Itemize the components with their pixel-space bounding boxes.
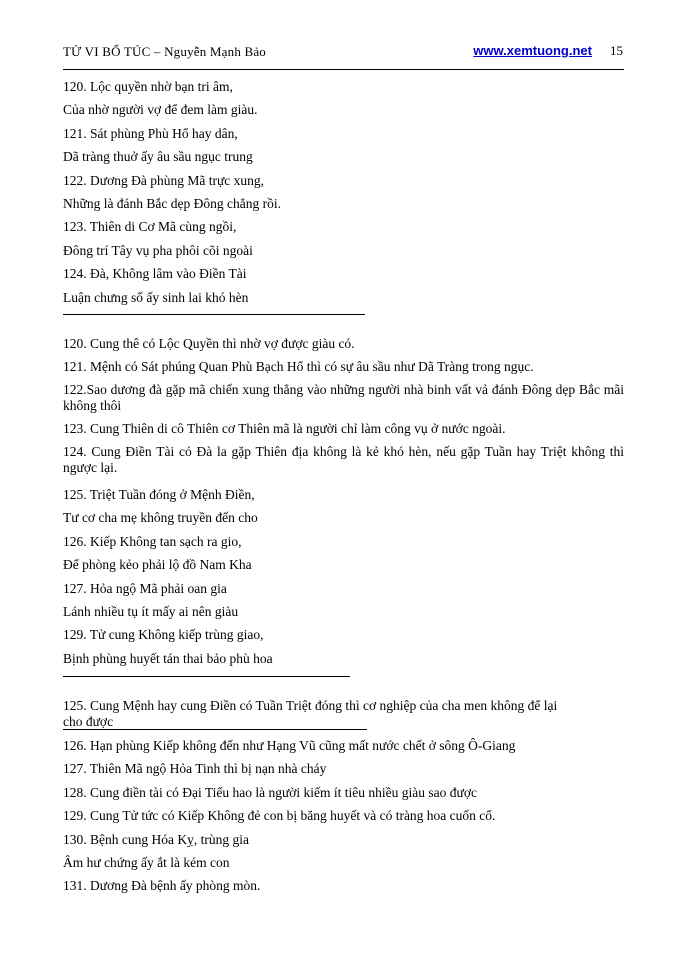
- verse-line: 126. Kiếp Không tan sạch ra gio,: [63, 533, 242, 549]
- verse-line: 130. Bệnh cung Hóa Kỵ, trùng gia: [63, 831, 249, 847]
- explanation-line: 123. Cung Thiên di cô Thiên cơ Thiên mã là người chỉ làm công vụ ở nước ngoài.: [63, 421, 506, 436]
- section-rule: [63, 676, 350, 677]
- explanation-line: 121. Mệnh có Sát phúng Quan Phù Bạch Hổ thì có sự âu sầu như Dã Tràng trong ngục.: [63, 359, 534, 374]
- explanation-line: 128. Cung điền tài có Đại Tiểu hao là người kiếm ít tiêu nhiều giàu sao được: [63, 784, 477, 800]
- verse-line: 121. Sát phùng Phù Hổ hay dân,: [63, 125, 238, 141]
- verse-line: Tư cơ cha mẹ không truyền đến cho: [63, 510, 258, 526]
- underline-rule: [63, 729, 367, 730]
- website-link[interactable]: www.xemtuong.net: [473, 43, 592, 58]
- verse-line: 120. Lộc quyền nhờ bạn tri âm,: [63, 79, 233, 94]
- explanation-line: 127. Thiên Mã ngộ Hỏa Tinh thì bị nạn nhà cháy: [63, 761, 327, 777]
- section-rule: [63, 314, 365, 315]
- verse-line: 123. Thiên di Cơ Mã cùng ngồi,: [63, 219, 237, 235]
- explanation-line: [63, 714, 624, 730]
- verse-block-2: [63, 487, 624, 674]
- verse-line: 131. Dương Đà bệnh ấy phòng mòn.: [63, 878, 261, 894]
- verse-line: 125. Triệt Tuần đóng ở Mệnh Điền,: [63, 487, 255, 502]
- explanation-block-2: [63, 698, 624, 738]
- verse-block-1: [63, 79, 624, 313]
- verse-line: Những là đánh Bắc dẹp Đông chẳng rồi.: [63, 195, 282, 211]
- header-rule: [63, 69, 624, 70]
- page-header: [63, 44, 623, 66]
- verse-line: Đông trí Tây vụ pha phôi cõi ngoài: [63, 242, 253, 258]
- explanation-line: 122.Sao dương đà gặp mã chiến xung thẳng vào những người nhà binh vất vả đánh Đông dẹp Bắc mãi không thôi: [63, 382, 624, 413]
- verse-line: 122. Dương Đà phùng Mã trực xung,: [63, 172, 264, 188]
- explanation-block-1: [63, 336, 624, 483]
- verse-line: 124. Đà, Không lâm vào Điền Tài: [63, 266, 247, 282]
- explanation-block-2-lines: [63, 738, 624, 902]
- verse-line: 129. Tử cung Không kiếp trùng giao,: [63, 627, 264, 643]
- page-number: 15: [610, 43, 623, 58]
- explanation-line: [63, 698, 624, 714]
- verse-line: Để phòng kẻo phải lộ đồ Nam Kha: [63, 557, 252, 573]
- explanation-line: 126. Hạn phùng Kiếp không đến như Hạng Vũ cũng mất nước chết ở sông Ô-Giang: [63, 738, 516, 753]
- verse-line: Dã tràng thuở ấy âu sầu ngục trung: [63, 149, 253, 165]
- verse-line: 127. Hỏa ngộ Mã phải oan gia: [63, 580, 227, 596]
- explanation-text: cho được: [63, 714, 114, 729]
- book-title: TỬ VI BỔ TÚC – Nguyễn Mạnh Bảo: [63, 44, 267, 59]
- verse-line: Luận chưng số ấy sinh lai khó hèn: [63, 289, 249, 305]
- verse-line: Lánh nhiều tụ ít mấy ai nên giàu: [63, 603, 239, 619]
- verse-line: Của nhờ người vợ để đem làm giàu.: [63, 102, 258, 118]
- explanation-text: 125. Cung Mệnh hay cung Điền có Tuần Triệt đóng thì cơ nghiệp của cha men không để lại: [63, 698, 558, 713]
- explanation-line: 129. Cung Tử tức có Kiếp Không đẻ con bị băng huyết và có tràng hoa cuốn cổ.: [63, 808, 496, 824]
- verse-line: Âm hư chứng ấy ắt là kém con: [63, 854, 230, 870]
- explanation-line: 124. Cung Điền Tài có Đà la gặp Thiên địa không là kẻ khó hèn, nếu gặp Tuần hay Triệt không thì ngược lại.: [63, 444, 624, 475]
- explanation-line: 120. Cung thê có Lộc Quyền thì nhờ vợ được giàu có.: [63, 336, 355, 351]
- verse-line: Bịnh phùng huyết tán thai bảo phù hoa: [63, 650, 273, 666]
